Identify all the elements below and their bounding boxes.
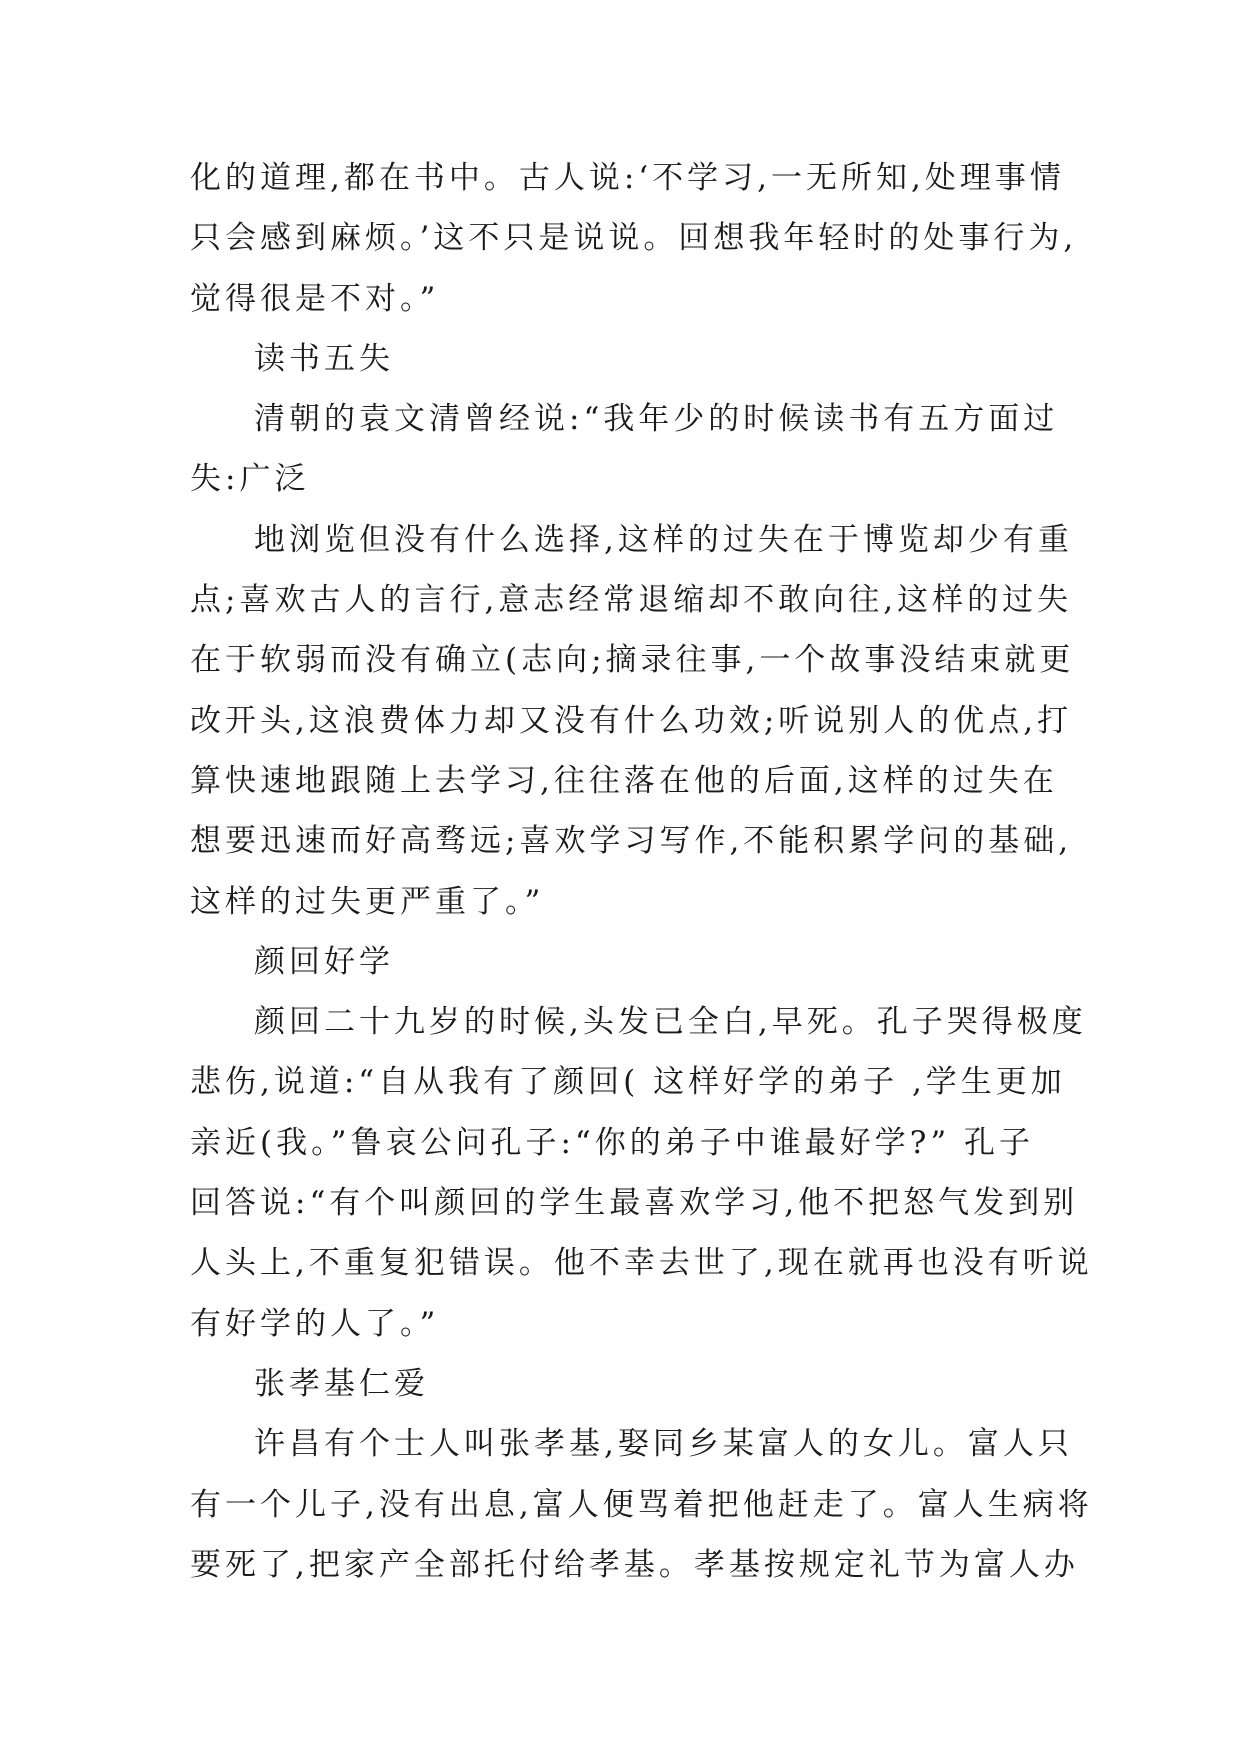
text-line: 在于软弱而没有确立(志向;摘录往事,一个故事没结束就更 [190,642,1075,679]
paragraph-start: 清朝的袁文清曾经说:“我年少的时候读书有五方面过 [254,401,1059,438]
section-heading: 颜回好学 [254,943,394,980]
section-heading: 张孝基仁爱 [254,1365,429,1402]
text-line: 想要迅速而好高骛远;喜欢学习写作,不能积累学问的基础, [190,823,1073,860]
text-line: 这样的过失更严重了。” [190,883,545,920]
text-line: 化的道理,都在书中。古人说:‘不学习,一无所知,处理事情 [190,160,1065,196]
text-line: 有好学的人了。” [190,1305,440,1342]
text-line: 要死了,把家产全部托付给孝基。孝基按规定礼节为富人办 [190,1546,1079,1583]
text-line: 人头上,不重复犯错误。他不幸去世了,现在就再也没有听说 [190,1245,1093,1282]
section-heading: 读书五失 [254,340,394,377]
text-line: 算快速地跟随上去学习,往往落在他的后面,这样的过失在 [190,762,1058,799]
text-line: 有一个儿子,没有出息,富人便骂着把他赶走了。富人生病将 [190,1486,1093,1523]
text-line: 觉得很是不对。” [190,280,440,317]
text-line: 改开头,这浪费体力却又没有什么功效;听说别人的优点,打 [190,702,1073,739]
document-body [190,148,1093,1595]
paragraph-start: 许昌有个士人叫张孝基,娶同乡某富人的女儿。富人只 [254,1426,1073,1463]
text-line: 回答说:“有个叫颜回的学生最喜欢学习,他不把怒气发到别 [190,1185,1079,1222]
text-line: 只会感到麻烦。’这不只是说说。回想我年轻时的处事行为, [190,220,1078,257]
text-line: 亲近(我。”鲁哀公问孔子:“你的弟子中谁最好学?” 孔子 [190,1124,1035,1161]
paragraph-start: 地浏览但没有什么选择,这样的过失在于博览却少有重 [254,521,1073,558]
paragraph-start: 颜回二十九岁的时候,头发已全白,早死。孔子哭得极度 [254,1004,1087,1041]
text-line: 点;喜欢古人的言行,意志经常退缩却不敢向往,这样的过失 [190,582,1073,619]
text-line: 悲伤,说道:“自从我有了颜回( 这样好学的弟子 ,学生更加 [190,1064,1066,1101]
text-line: 失:广泛 [190,461,310,498]
